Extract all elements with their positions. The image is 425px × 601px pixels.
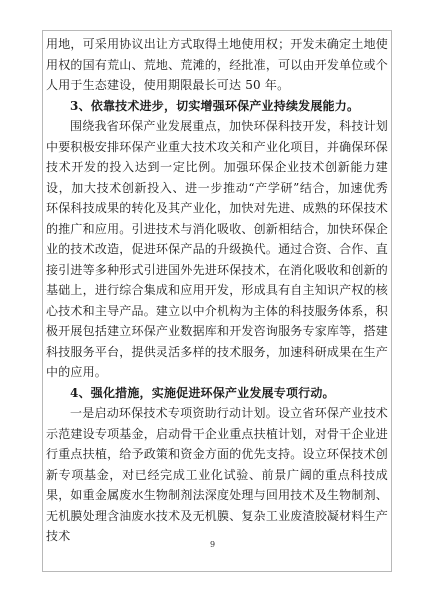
page-number: 9 bbox=[209, 540, 216, 549]
paragraph-technology: 围绕我省环保产业发展重点，加快环保科技开发，科技计划中要积极安排环保产业重大技术攻关和产业化项目，并确保环保技术开发的投入达到一定比例。加强环保企业技术创新能力建设，加大技术创新投入、进一步推动“产学研”结合，加速优秀环保科技成果的转化及其产业化，加快对先进、成熟的环保技术的推广和应用。引进技术与消化吸收、创新相结合，加快环保企业的技术改造，促进环保产品的升级换代。通过合资、合作、直接引进等多种形式引进国外先进环保技术，在消化吸收和创新的基础上，进行综合集成和应用开发，形成具有自主知识产权的核心技术和主导产品。建立以中介机构为主体的科技服务体系，积极开展包括建立环保产业数据库和开发咨询服务专家库等，搭建科技服务平台，提供灵活多样的技术服务，加速科研成果在生产中的应用。 bbox=[46, 119, 388, 379]
section-heading-4: 4、强化措施，实施促进环保产业发展专项行动。 bbox=[70, 385, 335, 400]
page-body bbox=[46, 34, 388, 547]
paragraph-continuation: 用地，可采用协议出让方式取得土地使用权；开发未确定土地使用权的国有荒山、荒地、荒滩的，经批准，可以由开发单位或个人用于生态建设，使用期限最长可达 50 年。 bbox=[46, 37, 388, 92]
paragraph-special-actions: 一是启动环保技术专项资助行动计划。设立省环保产业技术示范建设专项基金，启动骨干企业重点扶植计划，对骨干企业进行重点扶植，给予政策和资金方面的优先支持。设立环保技术创新专项基金，对已经完成工业化试验、前景广阔的重点科技成果，如重金属废水生物制剂法深度处理与回用技术及生物制剂、无机膜处理含油废水技术及无机膜、复杂工业废渣胶凝材料生产技术 bbox=[46, 406, 388, 543]
section-heading-3: 3、依靠技术进步，切实增强环保产业持续发展能力。 bbox=[70, 98, 360, 113]
